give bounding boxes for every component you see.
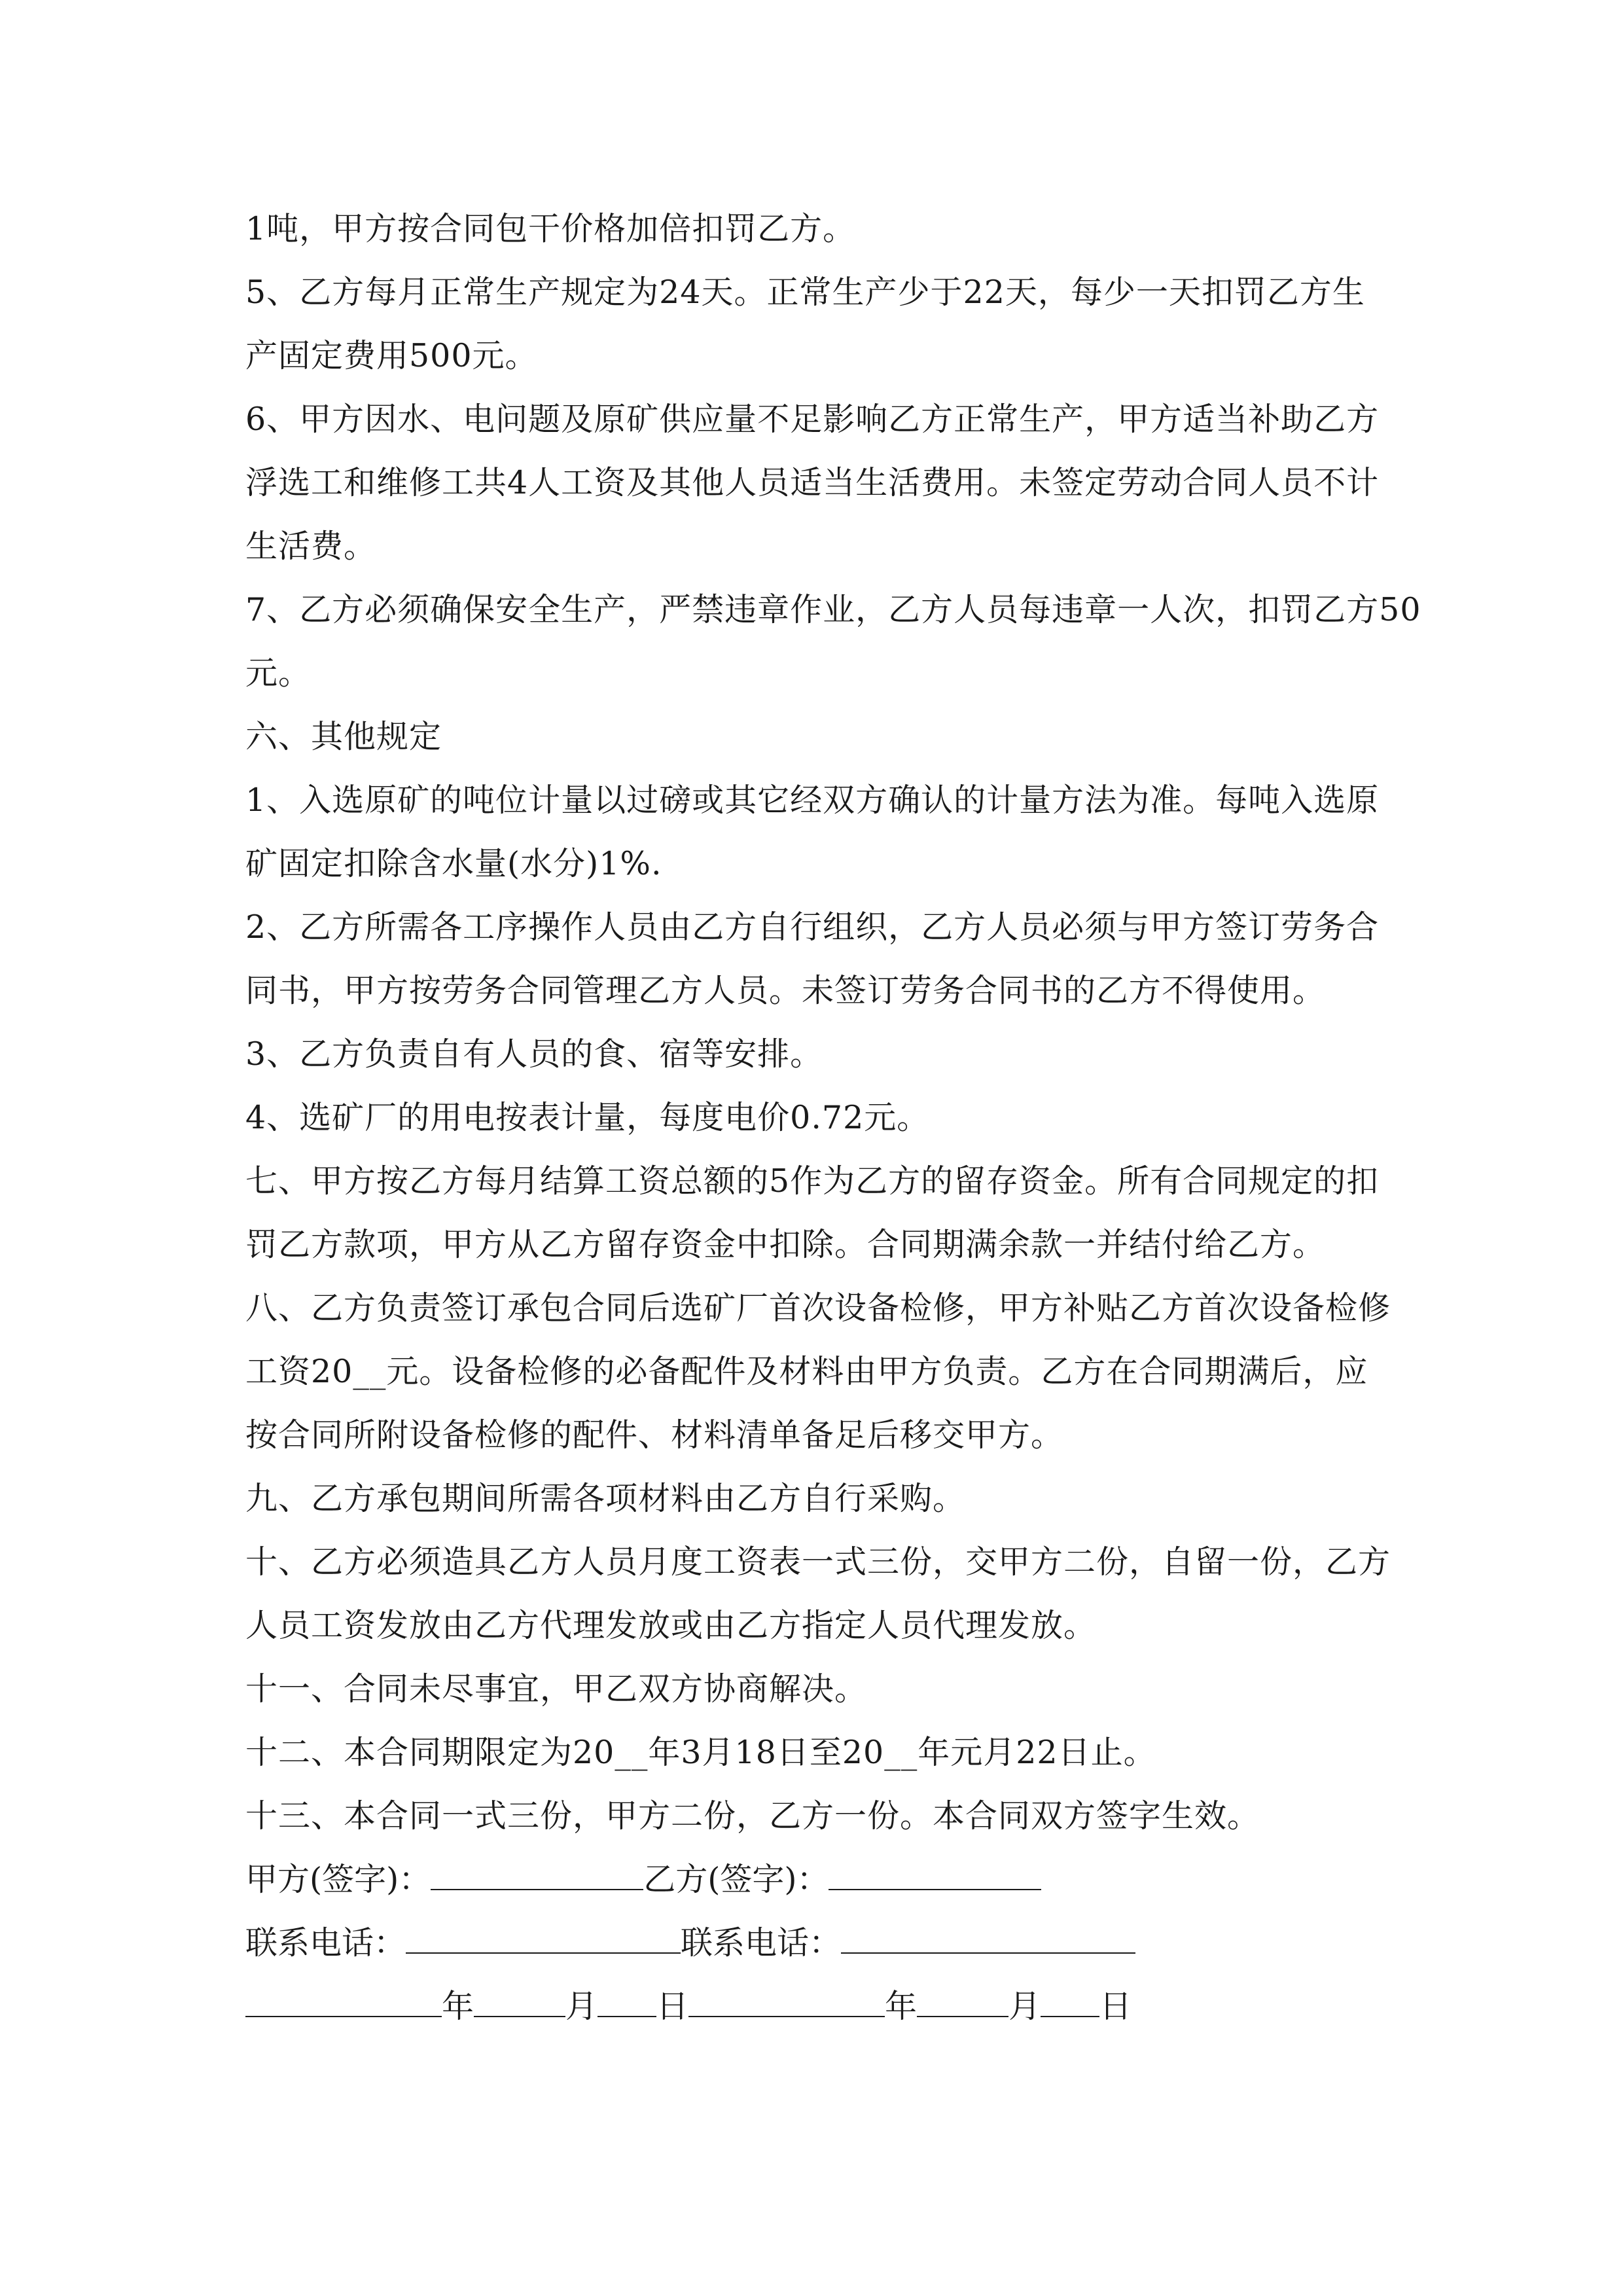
- paragraph-line: 罚乙方款项，甲方从乙方留存资金中扣除。合同期满余款一并结付给乙方。: [245, 1226, 1326, 1263]
- paragraph-line: 生活费。: [245, 528, 377, 565]
- year-label: 年: [885, 1988, 918, 2025]
- party-b-signature-blank[interactable]: [829, 1860, 1041, 1890]
- paragraph-line: 十二、本合同期限定为20__年3月18日至20__年元月22日止。: [245, 1734, 1156, 1771]
- paragraph-line: 7、乙方必须确保安全生产，严禁违章作业，乙方人员每违章一人次，扣罚乙方50: [245, 591, 1421, 628]
- party-b-phone-blank[interactable]: [841, 1924, 1135, 1954]
- paragraph-line: 八、乙方负责签订承包合同后选矿厂首次设备检修，甲方补贴乙方首次设备检修: [245, 1289, 1391, 1327]
- party-b-month-blank[interactable]: [917, 1987, 1008, 2017]
- party-b-day-blank[interactable]: [1041, 1987, 1099, 2017]
- paragraph-line: 七、甲方按乙方每月结算工资总额的5作为乙方的留存资金。所有合同规定的扣: [245, 1162, 1380, 1200]
- paragraph-line: 十三、本合同一式三份，甲方二份，乙方一份。本合同双方签字生效。: [245, 1797, 1260, 1835]
- paragraph-line: 十一、合同未尽事宜，甲乙双方协商解决。: [245, 1670, 868, 1708]
- day-label: 日: [656, 1988, 689, 2025]
- paragraph-line: 3、乙方负责自有人员的食、宿等安排。: [245, 1035, 823, 1073]
- date-row: [245, 1987, 1384, 2026]
- paragraph-line: 工资20__元。设备检修的必备配件及材料由甲方负责。乙方在合同期满后，应: [245, 1353, 1368, 1390]
- paragraph-line: 6、甲方因水、电问题及原矿供应量不足影响乙方正常生产，甲方适当补助乙方: [245, 401, 1380, 438]
- party-a-signature-blank[interactable]: [431, 1860, 643, 1890]
- paragraph-line: 同书，甲方按劳务合同管理乙方人员。未签订劳务合同书的乙方不得使用。: [245, 972, 1326, 1009]
- month-label: 月: [1008, 1988, 1041, 2025]
- paragraph-line: 按合同所附设备检修的配件、材料清单备足后移交甲方。: [245, 1416, 1064, 1454]
- paragraph-line: 4、选矿厂的用电按表计量，每度电价0.72元。: [245, 1099, 930, 1136]
- party-a-phone-label: 联系电话：: [245, 1924, 406, 1962]
- party-a-signature-label: 甲方(签字)：: [245, 1861, 431, 1898]
- party-a-day-blank[interactable]: [597, 1987, 656, 2017]
- signature-row: [245, 1860, 1384, 1899]
- paragraph-line: 十、乙方必须造具乙方人员月度工资表一式三份，交甲方二份，自留一份，乙方: [245, 1543, 1391, 1581]
- party-b-signature-label: 乙方(签字)：: [643, 1861, 829, 1898]
- party-b-phone-label: 联系电话：: [681, 1924, 842, 1962]
- paragraph-line: 元。: [245, 655, 312, 692]
- section-heading: 六、其他规定: [245, 718, 442, 755]
- party-a-phone-blank[interactable]: [406, 1924, 681, 1954]
- year-label: 年: [442, 1988, 474, 2025]
- month-label: 月: [565, 1988, 598, 2025]
- paragraph-line: 矿固定扣除含水量(水分)1%.: [245, 845, 662, 882]
- phone-row: [245, 1924, 1384, 1963]
- paragraph-line: 5、乙方每月正常生产规定为24天。正常生产少于22天，每少一天扣罚乙方生: [245, 274, 1365, 311]
- paragraph-line: 人员工资发放由乙方代理发放或由乙方指定人员代理发放。: [245, 1607, 1097, 1644]
- paragraph-line: 1吨，甲方按合同包干价格加倍扣罚乙方。: [245, 210, 856, 247]
- day-label: 日: [1099, 1988, 1132, 2025]
- paragraph-line: 九、乙方承包期间所需各项材料由乙方自行采购。: [245, 1480, 966, 1517]
- paragraph-line: 产固定费用500元。: [245, 337, 538, 374]
- paragraph-line: 浮选工和维修工共4人工资及其他人员适当生活费用。未签定劳动合同人员不计: [245, 464, 1380, 501]
- paragraph-line: 1、入选原矿的吨位计量以过磅或其它经双方确认的计量方法为准。每吨入选原: [245, 781, 1380, 819]
- paragraph-line: 2、乙方所需各工序操作人员由乙方自行组织，乙方人员必须与甲方签订劳务合: [245, 908, 1380, 946]
- party-a-month-blank[interactable]: [474, 1987, 565, 2017]
- party-b-year-blank[interactable]: [688, 1987, 885, 2017]
- party-a-year-blank[interactable]: [245, 1987, 442, 2017]
